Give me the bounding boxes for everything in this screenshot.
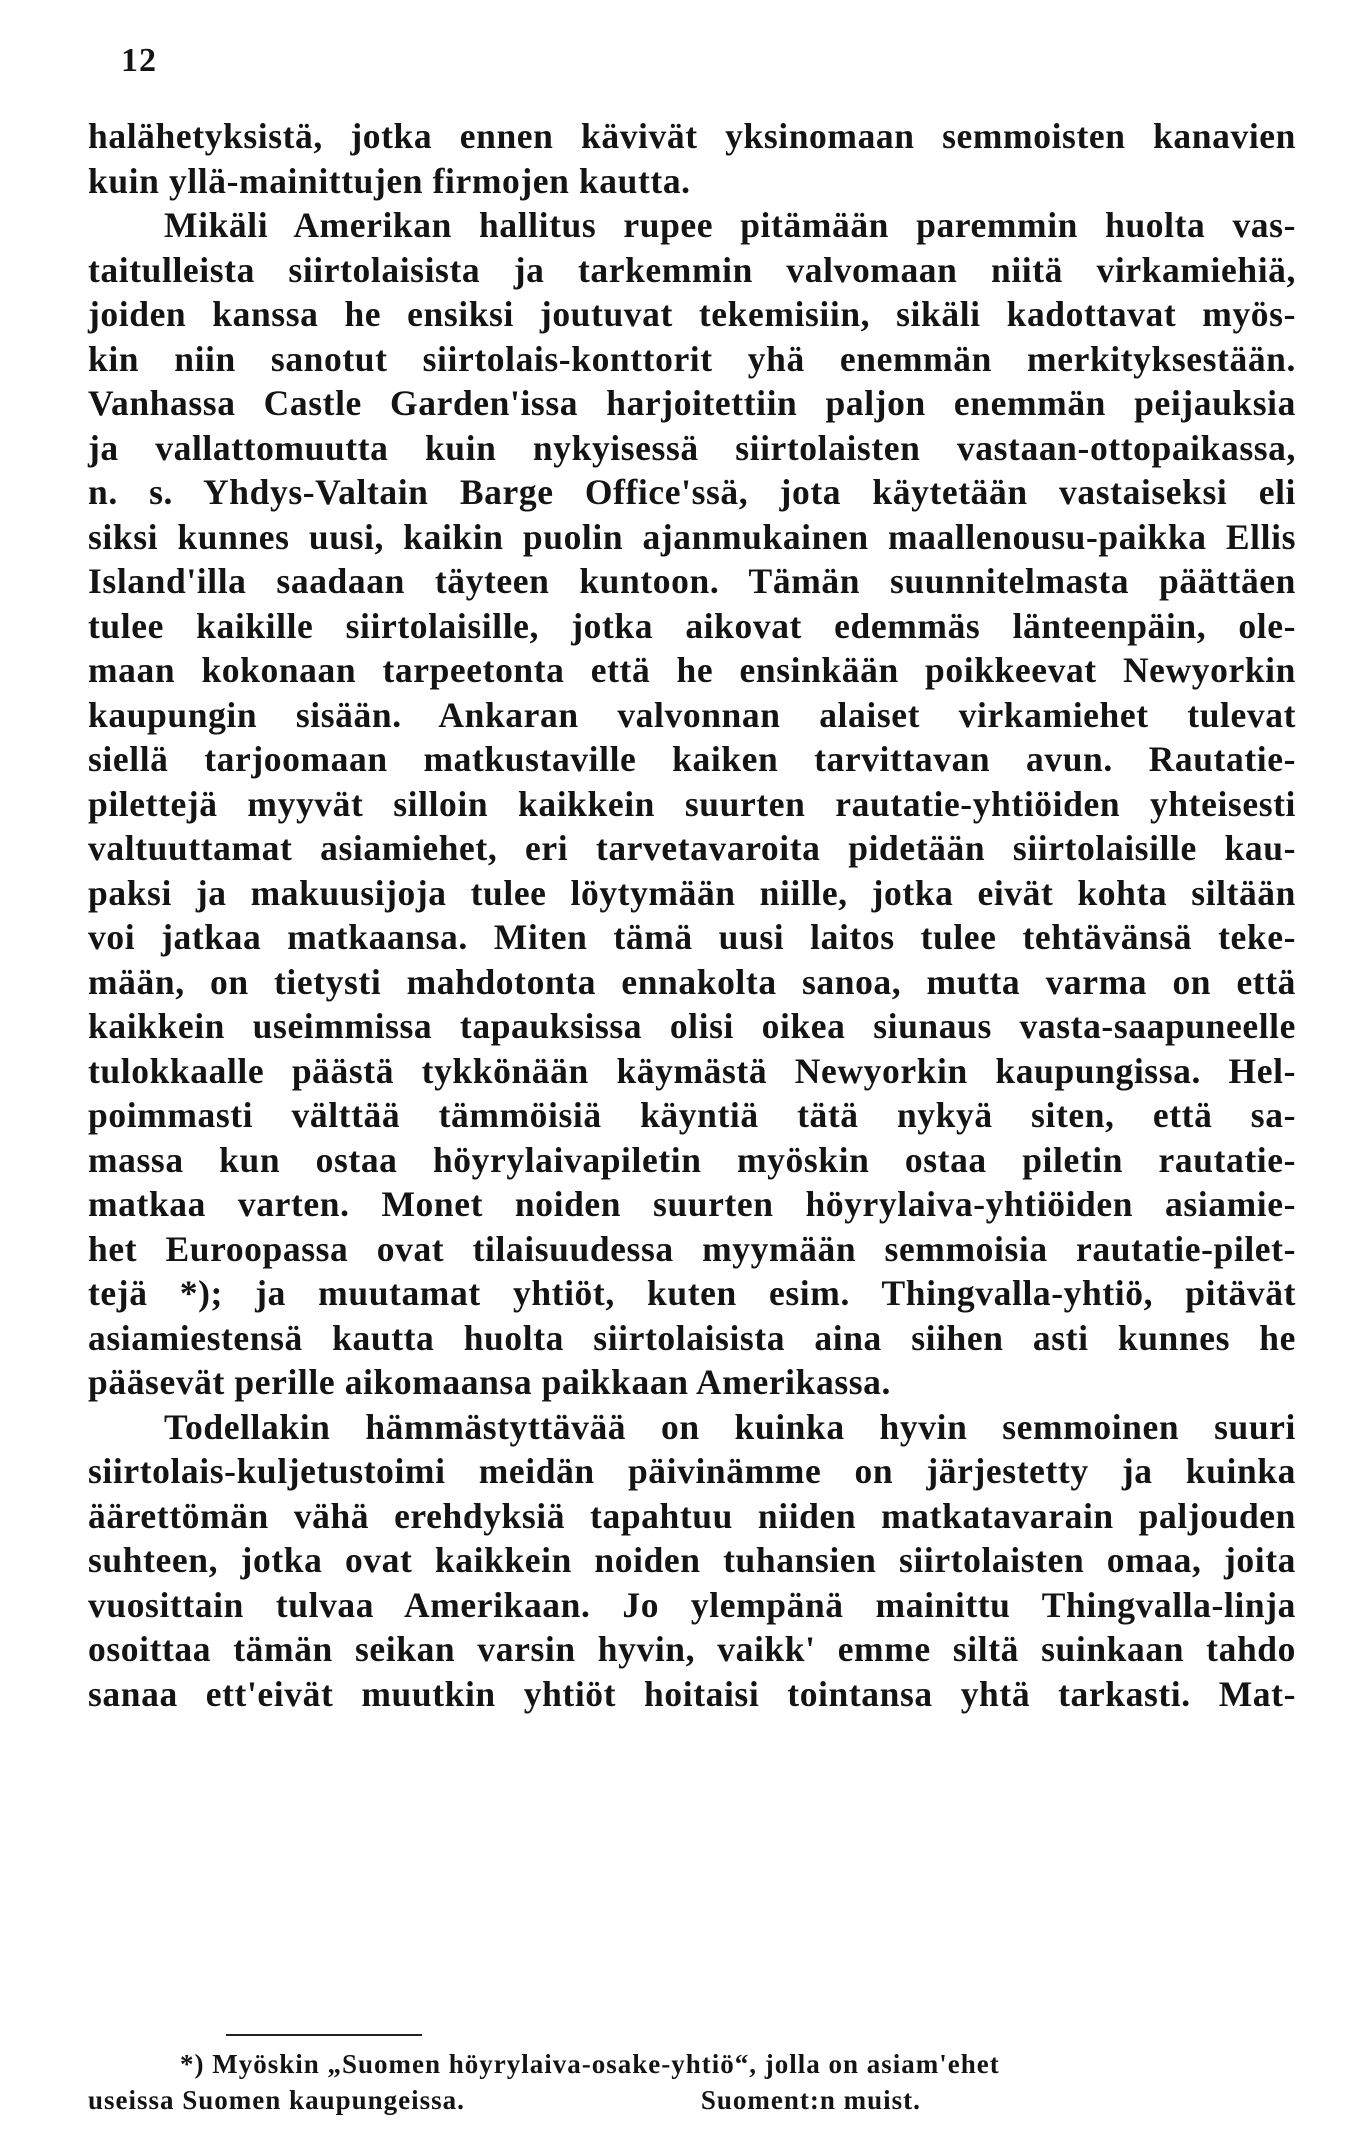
text-line: poimmasti välttää tämmöisiä käyntiä tätä nykyä siten, että sa- [88, 1095, 1296, 1135]
text-line: pilettejä myyvät silloin kaikkein suurten rautatie-yhtiöiden yhteisesti [88, 783, 1296, 824]
text-line: paksi ja makuusijoja tulee löytymään niille, jotka eivät kohta siltään [88, 872, 1296, 913]
text-line: siirtolais-kuljetustoimi meidän päivinämme on järjestetty ja kuinka [88, 1451, 1296, 1491]
text-line: het Euroopassa ovat tilaisuudessa myymään semmoisia rautatie-pilet- [88, 1228, 1296, 1269]
text-line: matkaa varten. Monet noiden suurten höyrylaiva-yhtiöiden asiamie- [88, 1184, 1296, 1224]
text-line: ja vallattomuutta kuin nykyisessä siirtolaisten vastaan-ottopaikassa, [88, 427, 1296, 468]
footnote-line: *) Myöskin „Suomen höyrylaiva-osake-yhtiö“, jolla on asiam'ehet [180, 2049, 1000, 2079]
text-line: tulee kaikille siirtolaisille, jotka aikovat edemmäs länteenpäin, ole- [88, 605, 1296, 646]
text-line: mään, on tietysti mahdotonta ennakolta sanoa, mutta varma on että [88, 961, 1296, 1002]
text-line: joiden kanssa he ensiksi joutuvat tekemisiin, sikäli kadottavat myös- [88, 294, 1296, 334]
text-line: Vanhassa Castle Garden'issa harjoitettiin paljon enemmän peijauksia [88, 383, 1296, 423]
text-line: osoittaa tämän seikan varsin hyvin, vaikk' emme siltä suinkaan tahdo [88, 1629, 1296, 1669]
text-line: kin niin sanotut siirtolais-konttorit yhä enemmän merkityksestään. [88, 338, 1296, 379]
text-line: maan kokonaan tarpeetonta että he ensinkään poikkeevat Newyorkin [88, 650, 1296, 690]
text-line: Mikäli Amerikan hallitus rupee pitämään paremmin huolta vas- [164, 205, 1296, 245]
text-line: äärettömän vähä erehdyksiä tapahtuu niiden matkatavarain paljouden [88, 1495, 1296, 1536]
text-line: tejä *); ja muutamat yhtiöt, kuten esim. Thingvalla-yhtiö, pitävät [88, 1273, 1296, 1313]
text-line: Island'illa saadaan täyteen kuntoon. Tämän suunnitelmasta päättäen [88, 561, 1296, 601]
footnote-text: useissa Suomen kaupungeissa. [88, 2085, 465, 2115]
text-line: n. s. Yhdys-Valtain Barge Office'ssä, jota käytetään vastaiseksi eli [88, 472, 1296, 512]
text-line: Todellakin hämmästyttävää on kuinka hyvin semmoinen suuri [164, 1406, 1296, 1447]
text-line: massa kun ostaa höyrylaivapiletin myöskin ostaa piletin rautatie- [88, 1139, 1296, 1180]
text-line: halähetyksistä, jotka ennen kävivät yksinomaan semmoisten kanavien [88, 116, 1296, 156]
text-line: kaikkein useimmissa tapauksissa olisi oikea siunaus vasta-saapuneelle [88, 1006, 1296, 1046]
text-line: taitulleista siirtolaisista ja tarkemmin valvomaan niitä virkamiehiä, [88, 249, 1296, 290]
footnote-line [88, 2082, 1296, 2118]
text-line: kaupungin sisään. Ankaran valvonnan alaiset virkamiehet tulevat [88, 694, 1296, 735]
text-line: pääsevät perille aikomaansa paikkaan Amerikassa. [88, 1362, 891, 1402]
text-line: voi jatkaa matkaansa. Miten tämä uusi laitos tulee tehtävänsä teke- [88, 917, 1296, 957]
text-line: sanaa ett'eivät muutkin yhtiöt hoitaisi tointansa yhtä tarkasti. Mat- [88, 1673, 1296, 1714]
text-line: tulokkaalle päästä tykkönään käymästä Newyorkin kaupungissa. Hel- [88, 1050, 1296, 1091]
footnote-signature: Suoment:n muist. [700, 2085, 921, 2115]
text-line: vuosittain tulvaa Amerikaan. Jo ylempänä mainittu Thingvalla-linja [88, 1584, 1296, 1625]
text-line: asiamiestensä kautta huolta siirtolaisista aina siihen asti kunnes he [88, 1317, 1296, 1358]
body-text [88, 114, 1296, 1716]
text-line: suhteen, jotka ovat kaikkein noiden tuhansien siirtolaisten omaa, joita [88, 1540, 1296, 1580]
footnote [88, 2046, 1296, 2118]
page-number: 12 [121, 42, 157, 79]
text-line: siksi kunnes uusi, kaikin puolin ajanmukainen maallenousu-paikka Ellis [88, 516, 1296, 557]
text-line: valtuuttamat asiamiehet, eri tarvetavaroita pidetään siirtolaisille kau- [88, 828, 1296, 868]
footnote-divider [226, 2034, 422, 2036]
text-line: siellä tarjoomaan matkustaville kaiken tarvittavan avun. Rautatie- [88, 739, 1296, 779]
text-line: kuin yllä-mainittujen firmojen kautta. [88, 160, 691, 201]
